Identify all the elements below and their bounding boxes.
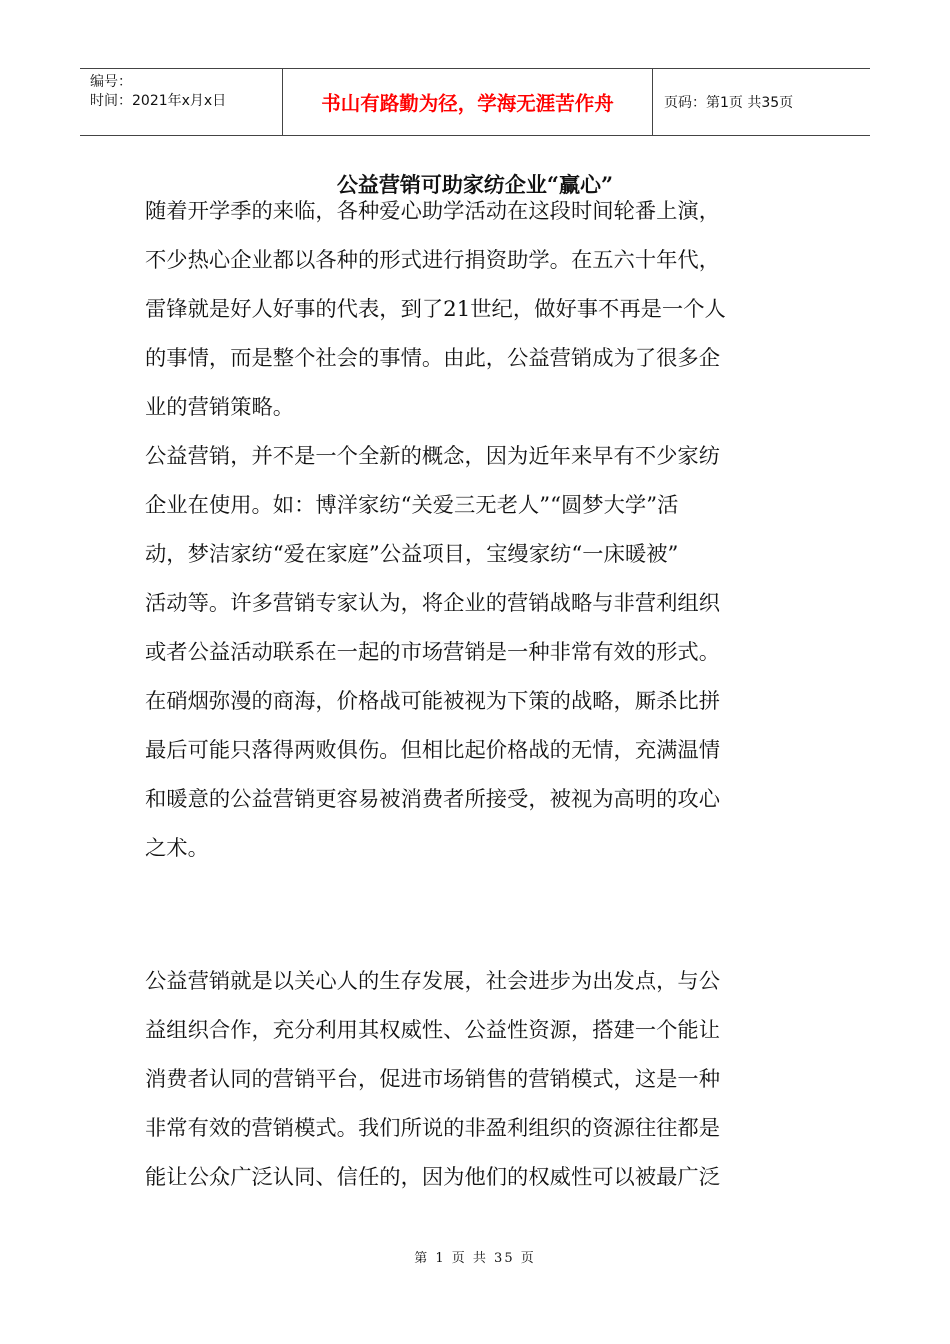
body-line: 最后可能只落得两败俱伤。但相比起价格战的无情，充满温情: [145, 738, 721, 763]
body-line: 在硝烟弥漫的商海，价格战可能被视为下策的战略，厮杀比拼: [145, 689, 721, 714]
body-line: 非常有效的营销模式。我们所说的非盈利组织的资源往往都是: [145, 1116, 721, 1141]
document-time-label: 时间：2021年x月x日: [90, 93, 227, 109]
body-line: 动，梦洁家纺“爱在家庭”公益项目，宝缦家纺“一床暖被”: [145, 542, 679, 567]
header-motto-cell: [283, 69, 653, 135]
article-body-block-2: [145, 957, 805, 1202]
body-line: 的事情，而是整个社会的事情。由此，公益营销成为了很多企: [145, 346, 721, 371]
page-footer: 第 1 页 共 35 页: [414, 1251, 536, 1266]
body-line: 企业在使用。如：博洋家纺“关爱三无老人”“圆梦大学”活: [145, 493, 679, 518]
body-line: 公益营销，并不是一个全新的概念，因为近年来早有不少家纺: [145, 444, 721, 469]
body-line: 不少热心企业都以各种的形式进行捐资助学。在五六十年代，: [145, 248, 721, 273]
body-line: 消费者认同的营销平台，促进市场销售的营销模式，这是一种: [145, 1067, 721, 1092]
body-line: 活动等。许多营销专家认为，将企业的营销战略与非营利组织: [145, 591, 721, 616]
body-line: 之术。: [145, 836, 209, 861]
page-header: [80, 68, 870, 136]
document-number-label: 编号：: [90, 74, 132, 90]
body-line: 和暖意的公益营销更容易被消费者所接受，被视为高明的攻心: [145, 787, 721, 812]
header-page-cell: [653, 69, 870, 135]
header-meta-cell: [80, 69, 283, 135]
body-line: 随着开学季的来临，各种爱心助学活动在这段时间轮番上演，: [145, 199, 721, 224]
body-line: 业的营销策略。: [145, 395, 295, 420]
body-line: 益组织合作，充分利用其权威性、公益性资源，搭建一个能让: [145, 1018, 721, 1043]
body-line: 或者公益活动联系在一起的市场营销是一种非常有效的形式。: [145, 640, 721, 665]
article-body-block-1: [145, 187, 805, 873]
body-line: 能让公众广泛认同、信任的，因为他们的权威性可以被最广泛: [145, 1165, 721, 1190]
body-line: 雷锋就是好人好事的代表，到了21世纪，做好事不再是一个人: [145, 297, 726, 322]
header-motto: 书山有路勤为径，学海无涯苦作舟: [321, 92, 614, 115]
header-page-info: 页码：第1页 共35页: [664, 95, 794, 111]
body-line: 公益营销就是以关心人的生存发展，社会进步为出发点，与公: [145, 969, 721, 994]
article-title: 公益营销可助家纺企业“赢心”: [336, 172, 614, 197]
